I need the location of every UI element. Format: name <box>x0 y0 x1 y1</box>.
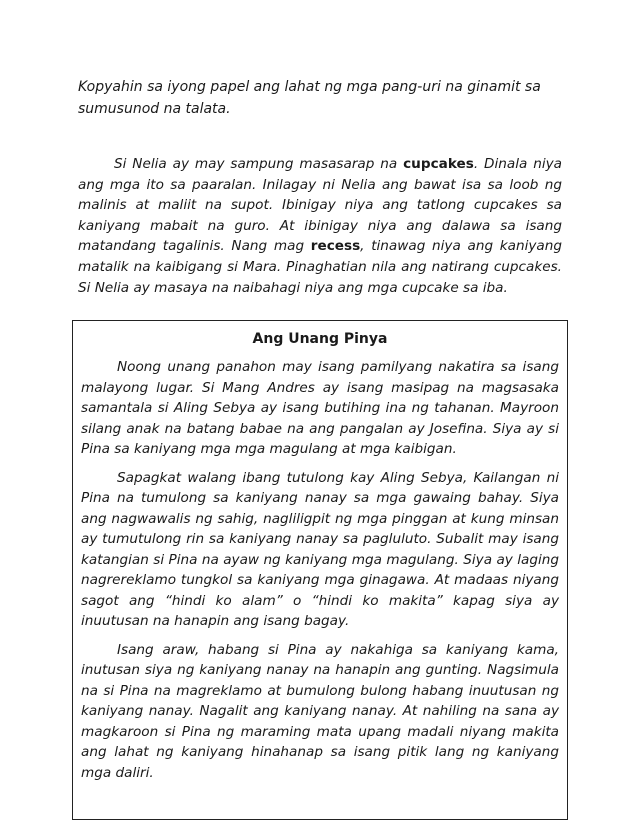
story-box <box>72 320 568 820</box>
story-title: Ang Unang Pinya <box>252 331 388 347</box>
story-paragraph-2-text: Sapagkat walang ibang tutulong kay Aling Sebya, Kailangan ni Pina na tumulong sa kaniyang nanay sa mga gawaing bahay. Siya ang nagwawalis ng sahig, nagliligpit ng mga pinggan at kung minsan ay tumutulong rin sa kaniyang nanay sa pagluluto. Subalit may isang katangian si Pina na ayaw ng kaniyang mga magulang. Siya ay laging nagrereklamo tungkol sa kaniyang mga ginagawa. At madaas niyang sagot ang “hindi ko alam” o “hindi ko makita” kapag siya ay inuutusan na hanapin ang isang bagay. <box>81 469 559 629</box>
story-paragraph-3 <box>81 640 559 784</box>
story-paragraph-1 <box>81 357 559 460</box>
passage-bold-cupcakes: cupcakes <box>403 156 474 172</box>
story-paragraph-3-text: Isang araw, habang si Pina ay nakahiga sa kaniyang kama, inutusan siya ng kaniyang nanay na hanapin ang gunting. Nagsimula na si Pina na magreklamo at bumulong bulong habang inuutusan ng kaniyang nanay. Nagalit ang kaniyang nanay. At nahiling na sana ay magkaroon si Pina ng maraming mata upang madali niyang makita ang lahat ng kaniyang hinahanap sa isang pitik lang ng kaniyang mga daliri. <box>81 641 559 781</box>
passage-text-1: Si Nelia ay may sampung masasarap na <box>114 156 404 172</box>
story-paragraph-1-text: Noong unang panahon may isang pamilyang nakatira sa isang malayong lugar. Si Mang Andres ay isang masipag na magsasaka samantala si Aling Sebya ay isang butihing ina ng tahanan. Mayroon silang anak na batang babae na ang pangalan ay Josefina. Siya ay si Pina sa kaniyang mga mga magulang at mga kaibigan. <box>81 359 559 457</box>
passage-text-2: . Dinala niya ang mga ito sa paaralan. Inilagay ni Nelia ang bawat isa sa loob ng malinis at maliit na supot. Ibinigay niya ang tatlong cupcakes sa kaniyang mabait na guro. At ibinigay niya ang dalawa sa isang matandang tagalinis. Nang mag <box>78 156 562 255</box>
story-paragraph-2 <box>81 468 559 632</box>
instruction-text: Kopyahin sa iyong papel ang lahat ng mga pang-uri na ginamit sa sumusunod na talata. <box>78 79 541 117</box>
passage-bold-recess: recess <box>310 238 361 255</box>
nelia-passage <box>78 154 562 298</box>
passage-text-3: , tinawag niya ang kaniyang matalik na kaibigang si Mara. Pinaghatian nila ang natirang cupcakes. Si Nelia ay masaya na naibahagi niya ang mga cupcake sa iba. <box>78 238 562 296</box>
